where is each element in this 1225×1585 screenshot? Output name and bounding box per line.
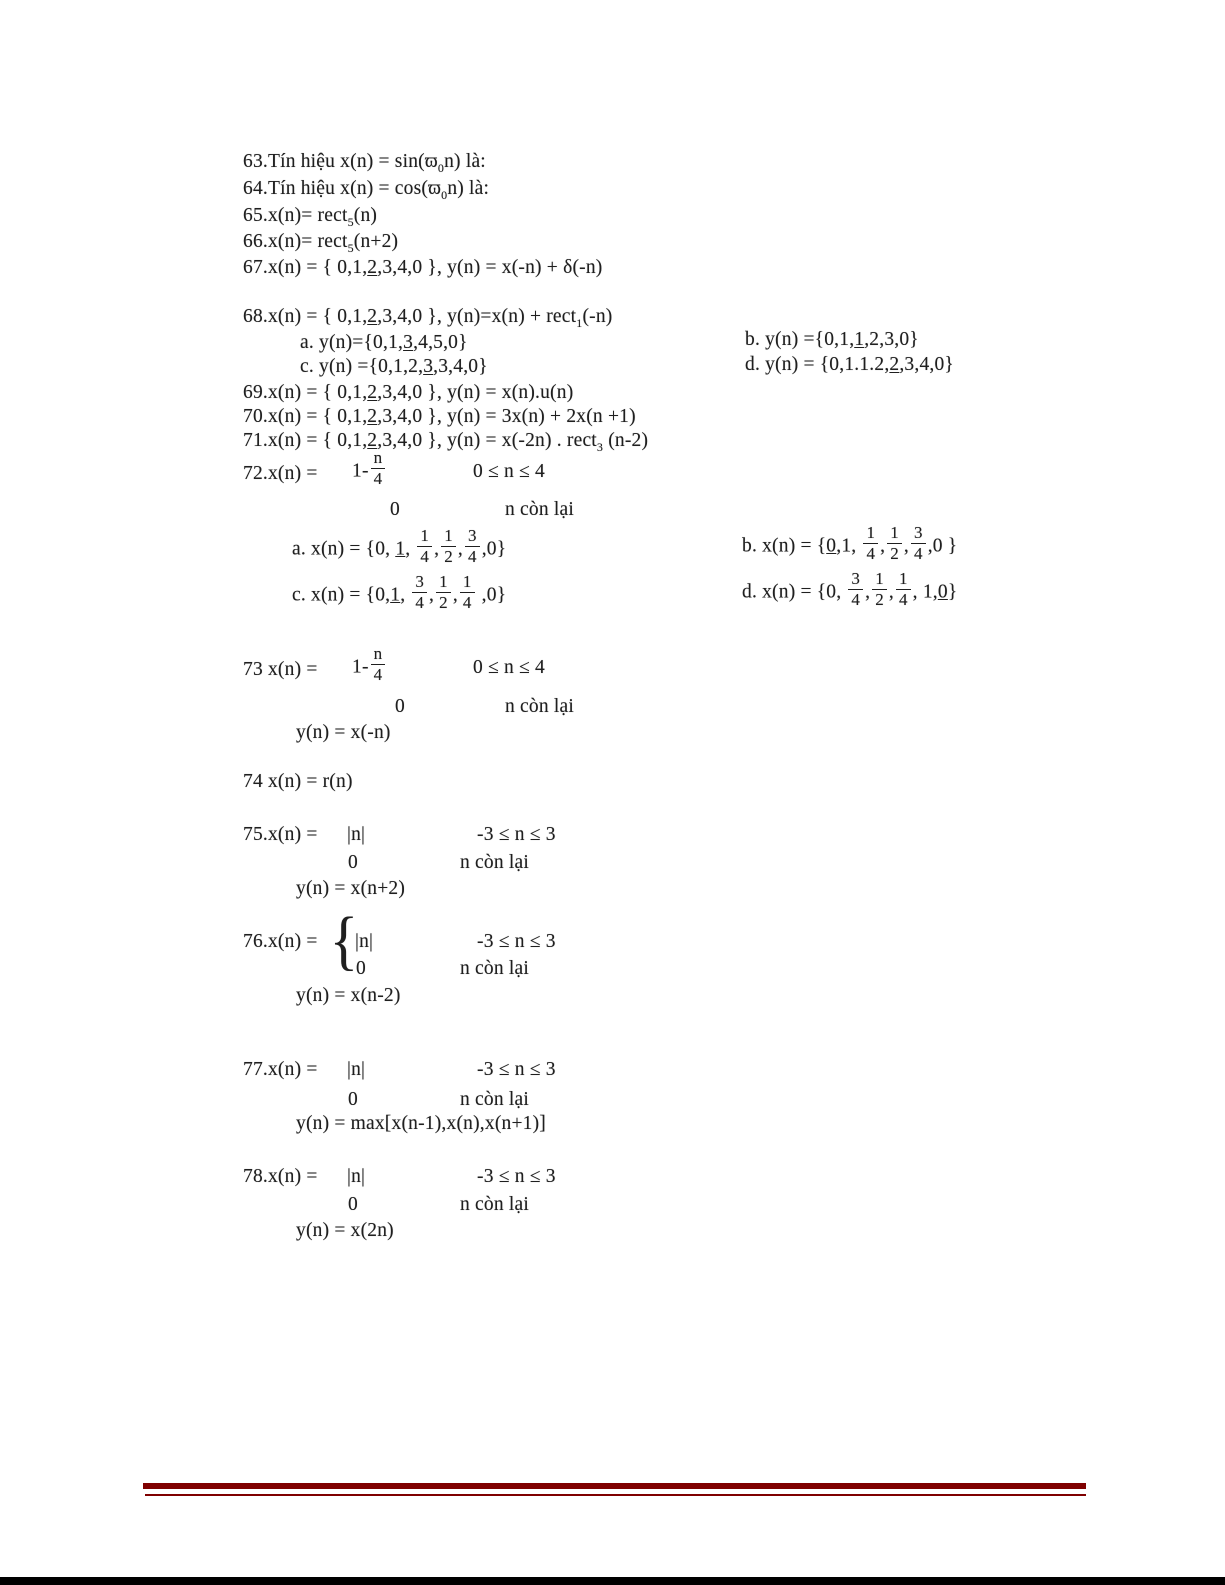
window-bottom-edge xyxy=(0,1577,1225,1585)
question-67: 67.x(n) = { 0,1,2,3,4,0 }, y(n) = x(-n) + δ(-n) xyxy=(243,257,603,278)
question-73-zero: 0 xyxy=(395,696,405,717)
question-64: 64.Tín hiệu $x(n) = \cos(ϖ_0n)$ là: xyxy=(243,178,490,202)
piecewise-brace: { xyxy=(329,904,359,977)
question-76-condition-1: -3 ≤ n ≤ 3 xyxy=(477,931,556,952)
question-77-condition-2: n còn lại xyxy=(460,1089,529,1110)
question-72-option-c: c. x(n) = {0,1, $\frac{3}{4}$ , $\frac{1}{2}$ , $\frac{1}{4}$ ,0} xyxy=(292,572,507,613)
question-73-condition-2: n còn lại xyxy=(505,696,574,717)
footer-divider-thin xyxy=(145,1494,1086,1496)
question-76-transform: y(n) = x(n-2) xyxy=(296,985,401,1006)
question-78-zero: 0 xyxy=(348,1194,358,1215)
question-72-option-b: b. x(n) = {0,1, $\frac{1}{4}$ , $\frac{1}{2}$ , $\frac{3}{4}$ ,0 } xyxy=(742,523,958,564)
question-68-option-b: b. y(n) ={0,1,1,2,3,0} xyxy=(745,329,919,350)
question-77-zero: 0 xyxy=(348,1089,358,1110)
question-75-label: 75.x(n) = xyxy=(243,824,318,845)
question-78-label: 78.x(n) = xyxy=(243,1166,318,1187)
question-75-condition-2: n còn lại xyxy=(460,852,529,873)
question-75-expression: |n| xyxy=(347,824,366,845)
question-78-condition-2: n còn lại xyxy=(460,1194,529,1215)
question-65: 65.x(n)= rect$_5$(n) xyxy=(243,205,378,229)
question-73-label: 73 x(n) = xyxy=(243,659,318,680)
question-76-expression: |n| xyxy=(355,931,374,952)
question-72-label: 72.x(n) = xyxy=(243,463,318,484)
question-69: 69.x(n) = { 0,1,2,3,4,0 }, y(n) = x(n).u(n) xyxy=(243,382,574,403)
question-72-option-d: d. x(n) = {0, $\frac{3}{4}$ , $\frac{1}{2}$ , $\frac{1}{4}$ , 1,0} xyxy=(742,569,958,610)
question-68: 68.x(n) = { 0,1,2,3,4,0 }, y(n)=x(n) + rect$_1$(-n) xyxy=(243,306,613,330)
question-72-zero: 0 xyxy=(390,499,400,520)
question-77-expression: |n| xyxy=(347,1059,366,1080)
question-76-condition-2: n còn lại xyxy=(460,958,529,979)
question-73-expression: 1- $\frac{n}{4}$ xyxy=(352,648,387,688)
question-70: 70.x(n) = { 0,1,2,3,4,0 }, y(n) = 3x(n) + 2x(n +1) xyxy=(243,406,636,427)
footer-divider-thick xyxy=(143,1483,1086,1489)
question-78-condition-1: -3 ≤ n ≤ 3 xyxy=(477,1166,556,1187)
question-78-expression: |n| xyxy=(347,1166,366,1187)
question-66: 66.x(n)= rect$_5$(n+2) xyxy=(243,231,399,255)
question-68-option-a: a. y(n)={0,1,3,4,5,0} xyxy=(300,332,468,353)
question-68-option-d: d. y(n) = {0,1.1.2,2,3,4,0} xyxy=(745,354,954,375)
question-78-transform: y(n) = x(2n) xyxy=(296,1220,394,1241)
question-74: 74 x(n) = r(n) xyxy=(243,771,353,792)
question-71: 71.x(n) = { 0,1,2,3,4,0 }, y(n) = x(-2n) . rect$_3$ (n-2) xyxy=(243,430,649,454)
question-68-option-c: c. y(n) ={0,1,2,3,3,4,0} xyxy=(300,356,488,377)
question-76-label: 76.x(n) = xyxy=(243,931,318,952)
question-75-transform: y(n) = x(n+2) xyxy=(296,878,406,899)
question-75-condition-1: -3 ≤ n ≤ 3 xyxy=(477,824,556,845)
question-72-condition-2: n còn lại xyxy=(505,499,574,520)
question-63: 63.Tín hiệu $x(n) = \sin(ϖ_0n)$ là: xyxy=(243,151,486,175)
question-73-transform: y(n) = x(-n) xyxy=(296,722,391,743)
question-72-expression: 1- $\frac{n}{4}$ xyxy=(352,452,387,492)
question-77-transform: y(n) = max[x(n-1),x(n),x(n+1)] xyxy=(296,1113,546,1134)
question-73-condition-1: 0 ≤ n ≤ 4 xyxy=(473,657,545,678)
question-77-condition-1: -3 ≤ n ≤ 3 xyxy=(477,1059,556,1080)
question-77-label: 77.x(n) = xyxy=(243,1059,318,1080)
question-72-condition-1: 0 ≤ n ≤ 4 xyxy=(473,461,545,482)
question-76-zero: 0 xyxy=(356,958,366,979)
question-72-option-a: a. x(n) = {0, 1, $\frac{1}{4}$ , $\frac{1}{2}$ , $\frac{3}{4}$ ,0} xyxy=(292,526,507,567)
question-75-zero: 0 xyxy=(348,852,358,873)
